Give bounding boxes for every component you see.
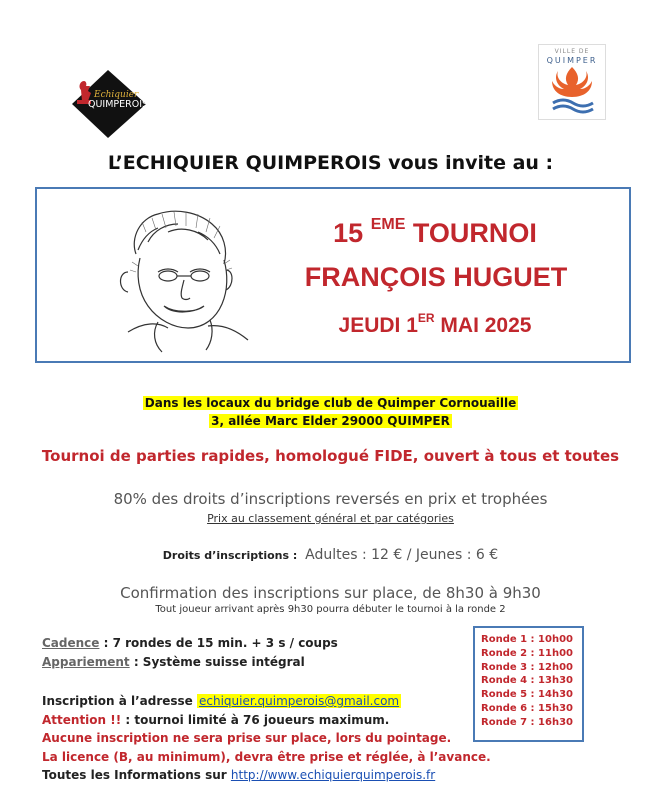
city-logo-ville: VILLE DE [554,48,590,55]
club-logo-text-1: Echiquier [94,90,139,100]
rapid-info: Tournoi de parties rapides, homologué FIDE, ouvert à tous et toutes [41,447,620,465]
date-sup: ER [417,311,435,325]
cadence-text: : 7 rondes de 15 min. + 3 s / coups [99,636,338,650]
attention-label: Attention !! [42,713,122,727]
city-logo [538,44,606,120]
confirm-info: Confirmation des inscriptions sur place, de 8h30 à 9h30 [120,584,541,602]
fees-amounts: Adultes : 12 € / Jeunes : 6 € [305,547,499,563]
tournament-date [300,311,570,338]
edition-tournoi: TOURNOI [405,218,537,248]
club-logo-text-2: QUIMPEROIS [88,99,149,110]
rounds-box [473,626,584,742]
website-line [42,768,435,782]
round-item: Ronde 2 : 11h00 [481,647,573,659]
cadence-label: Cadence [42,636,100,650]
attention-line [42,713,389,727]
no-inscription-line: Aucune inscription ne sera prise sur place, lors du pointage. [42,731,452,745]
attention-text: : tournoi limité à 76 joueurs maximum. [121,713,390,727]
round-item: Ronde 5 : 14h30 [481,689,573,701]
club-logo [68,68,150,140]
cadence-line [42,636,338,650]
city-logo-name: QUIMPER [546,56,598,65]
prizes-info: 80% des droits d’inscriptions reversés en prix et trophées [113,490,548,508]
fees-line [0,547,661,563]
location-line-1: Dans les locaux du bridge club de Quimper Cornouaille [144,396,517,410]
date-post: MAI 2025 [434,314,532,337]
email-link[interactable]: echiquier.quimperois@gmail.com [199,694,400,708]
website-link[interactable]: http://www.echiquierquimperois.fr [230,768,436,782]
inscription-prefix: Inscription à l’adresse [42,694,197,708]
appariement-text: : Système suisse intégral [129,655,305,669]
edition-suffix: EME [370,216,406,233]
confirm-sub: Tout joueur arrivant après 9h30 pourra débuter le tournoi à la ronde 2 [155,604,506,615]
location-block [0,394,661,430]
round-item: Ronde 3 : 12h00 [481,661,573,673]
edition-number: 15 [333,218,364,248]
round-item: Ronde 4 : 13h30 [481,675,573,687]
appariement-label: Appariement [42,655,130,669]
tournament-edition [290,218,580,249]
inscription-line [42,694,401,708]
tournament-name: FRANÇOIS HUGUET [304,262,568,292]
round-item: Ronde 6 : 15h30 [481,702,573,714]
appariement-line [42,655,305,669]
website-prefix: Toutes les Informations sur [42,768,231,782]
fees-label: Droits d’inscriptions : [162,549,298,562]
prizes-sub: Prix au classement général et par catégories [207,512,454,525]
round-item: Ronde 1 : 10h00 [481,634,573,645]
round-item: Ronde 7 : 16h30 [481,716,573,728]
location-line-2: 3, allée Marc Elder 29000 QUIMPER [211,414,450,428]
headline: L’ECHIQUIER QUIMPEROIS vous invite au : [107,152,554,174]
licence-line: La licence (B, au minimum), devra être prise et réglée, à l’avance. [42,750,491,764]
portrait-sketch [98,202,268,354]
date-pre: JEUDI 1 [338,314,418,337]
